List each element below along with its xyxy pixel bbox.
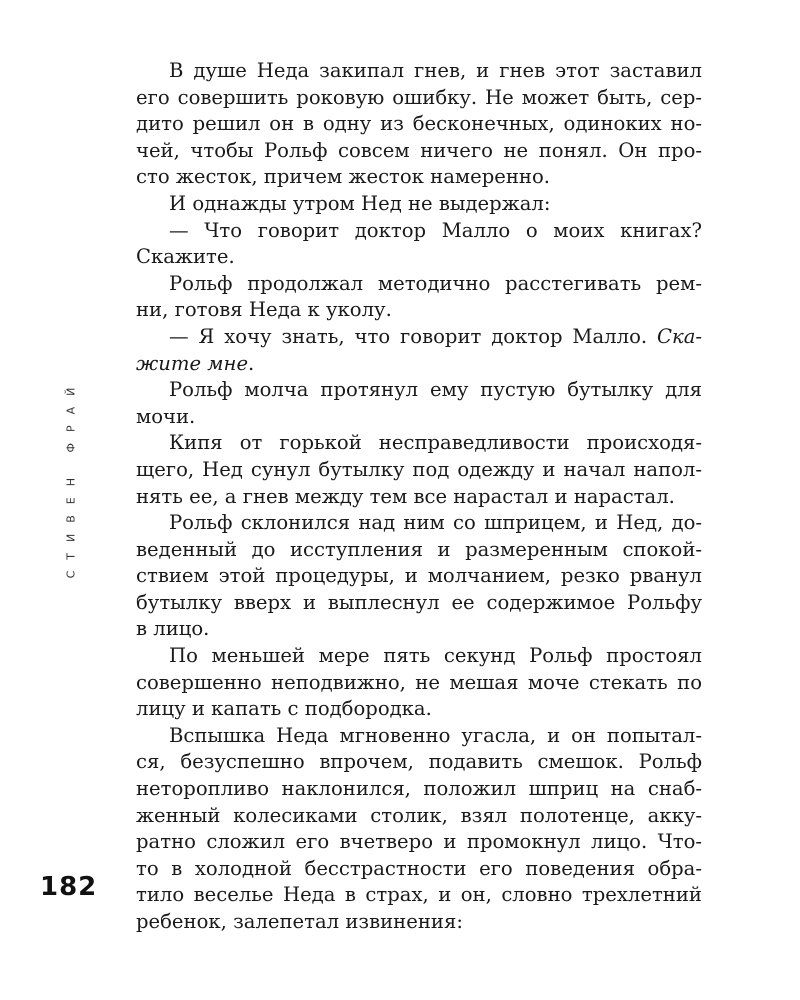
text-line: В душе Неда закипал гнев, и гнев этот заставил [169, 59, 702, 82]
text-line: тило веселье Неда в страх, и он, словно трехлетний [136, 883, 702, 907]
text-line: Рольф склонился над ним со шприцем, и Нед, до- [169, 511, 702, 535]
text-line: совершенно неподвижно, не мешая моче стекать по [136, 670, 702, 694]
text-line: чей, чтобы Рольф совсем ничего не понял. Он про- [136, 138, 702, 162]
text-line [136, 324, 702, 351]
text-line: дито решил он в одну из бесконечных, одиноких но- [136, 112, 702, 136]
plain-text: — Я хочу знать, что говорит доктор Малло. [169, 324, 657, 348]
page-number: 182 [40, 872, 98, 902]
text-line: ратно сложил его вчетверо и промокнул лицо. Что- [136, 830, 702, 854]
text-line: женный колесиками столик, взял полотенце, акку- [136, 803, 702, 827]
plain-text: . [248, 351, 255, 375]
text-line: ствием этой процедуры, и молчанием, резко рванул [136, 564, 702, 588]
text-line: Рольф продолжал методично расстегивать рем- [169, 271, 702, 295]
text-line: сто жесток, причем жесток намеренно. [136, 165, 551, 189]
text-line: ся, безуспешно впрочем, подавить смешок. Рольф [136, 750, 702, 774]
text-line: Кипя от горькой несправедливости происходя- [169, 431, 702, 455]
text-line: По меньшей мере пять секунд Рольф простоял [169, 644, 702, 668]
text-line: Рольф молча протянул ему пустую бутылку для [169, 378, 702, 402]
text-line: в лицо. [136, 617, 210, 641]
text-line: мочи. [136, 404, 196, 428]
text-line: лицу и капать с подбородка. [136, 697, 432, 721]
text-line [136, 351, 702, 378]
text-line: щего, Нед сунул бутылку под одежду и начал напол- [136, 457, 702, 481]
text-line: И однажды утром Нед не выдержал: [169, 191, 551, 215]
text-line: веденный до исступления и размеренным спокой- [136, 537, 702, 561]
text-line: то в холодной бесстрастности его поведения обра- [136, 856, 702, 880]
text-line: бутылку вверх и выплеснул ее содержимое Рольфу [136, 590, 702, 614]
text-line: Вспышка Неда мгновенно угасла, и он попытал- [169, 723, 702, 747]
running-head [56, 366, 86, 596]
italic-text: жите мне [136, 351, 249, 375]
italic-text: Ска- [657, 324, 702, 348]
text-line: нять ее, а гнев между тем все нарастал и нарастал. [136, 484, 675, 508]
body-text [136, 58, 702, 936]
text-line: ребенок, залепетал извинения: [136, 910, 463, 933]
text-line: — Что говорит доктор Малло о моих книгах? [169, 218, 702, 242]
text-line: ни, готовя Неда к уколу. [136, 298, 392, 322]
text-line: неторопливо наклонился, положил шприц на снаб- [136, 777, 702, 801]
author-name: СТИВЕН ФРАЙ [64, 376, 78, 579]
text-line: его совершить роковую ошибку. Не может быть, сер- [136, 85, 702, 109]
text-line: Скажите. [136, 245, 235, 269]
